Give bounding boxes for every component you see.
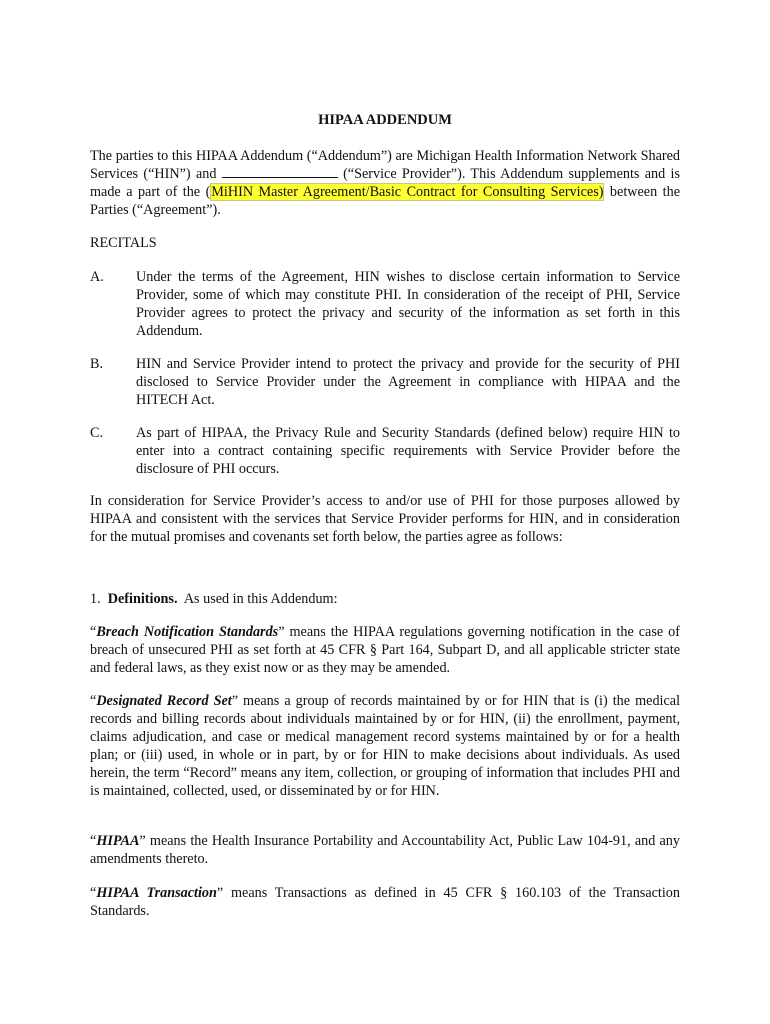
definition-hipaa-transaction	[90, 884, 680, 920]
definition-breach-notification	[90, 623, 680, 677]
quote-open: “	[90, 833, 97, 849]
definition-term: HIPAA Transaction	[96, 885, 217, 901]
quote-open: “	[90, 885, 97, 901]
definition-text: ” means the HIPAA regulations governing notification in the case of breach of unsecured PHI as set forth at 45 CFR § Part 164, Subpart D, and all applicable stricter state and federal laws, as they exist now or as they may be amended.	[90, 624, 680, 676]
consideration-paragraph: In consideration for Service Provider’s access to and/or use of PHI for those purposes allowed by HIPAA and consistent with the services that Service Provider performs for HIN, and in consideration for the mutual promises and covenants set forth below, the parties agree as follows:	[90, 493, 680, 545]
intro-text-2: (“Service Provider”). This Addendum supplements and is made a part of the (	[90, 166, 681, 200]
definition-text: ” means Transactions as defined in 45 CFR § 160.103 of the Transaction Standards.	[90, 885, 680, 919]
section-title: Definitions.	[107, 591, 178, 607]
section-intro: As used in this Addendum:	[183, 591, 338, 607]
definition-text: ” means a group of records maintained by or for HIN that is (i) the medical records and billing records about individuals maintained by or for HIN, (ii) the enrollment, payment, claims adjudication, and case or medical management record systems maintained by or for a health plan; or (iii) used, in whole or in part, by or for HIN to make decisions about individuals. As used herein, the term “Record” means any item, collection, or grouping of information that includes PHI and is maintained, collected, used, or disseminated by or for HIN.	[90, 693, 681, 799]
quote-open: “	[90, 693, 97, 709]
definition-term: Designated Record Set	[96, 693, 232, 709]
recital-text: Under the terms of the Agreement, HIN wishes to disclose certain information to Service Provider, some of which may constitute PHI. In consideration of the receipt of PHI, Service Provider agrees to protect the privacy and security of the information as set forth in this Addendum.	[136, 269, 680, 339]
intro-text-1: The parties to this HIPAA Addendum (“Addendum”) are Michigan Health Information Network Shared Services (“HIN”) and	[90, 148, 680, 182]
recital-text: As part of HIPAA, the Privacy Rule and Security Standards (defined below) require HIN to enter into a contract containing specific requirements with Service Provider before the disclosure of PHI occurs.	[136, 425, 680, 477]
definition-designated-record-set	[90, 692, 680, 800]
document-title: HIPAA ADDENDUM	[318, 112, 452, 128]
intro-text-3: between the Parties (“Agreement”).	[90, 184, 680, 218]
recitals-heading: RECITALS	[90, 235, 157, 251]
recital-label: A.	[90, 269, 104, 285]
section-1-heading	[90, 590, 680, 608]
definition-term: Breach Notification Standards	[96, 624, 279, 640]
definition-hipaa	[90, 832, 680, 868]
recital-label: C.	[90, 425, 104, 441]
recital-label: B.	[90, 356, 104, 372]
section-number: 1.	[90, 591, 101, 607]
intro-paragraph	[90, 147, 680, 219]
quote-open: “	[90, 624, 97, 640]
definition-term: HIPAA	[96, 833, 140, 849]
highlighted-agreement-name: MiHIN Master Agreement/Basic Contract for Consulting Services)	[211, 184, 604, 200]
service-provider-blank[interactable]	[222, 165, 338, 178]
definition-text: ” means the Health Insurance Portability and Accountability Act, Public Law 104-91, and any amendments thereto.	[90, 833, 680, 867]
recital-text: HIN and Service Provider intend to protect the privacy and provide for the security of PHI disclosed to Service Provider under the Agreement in compliance with HIPAA and the HITECH Act.	[136, 356, 680, 408]
